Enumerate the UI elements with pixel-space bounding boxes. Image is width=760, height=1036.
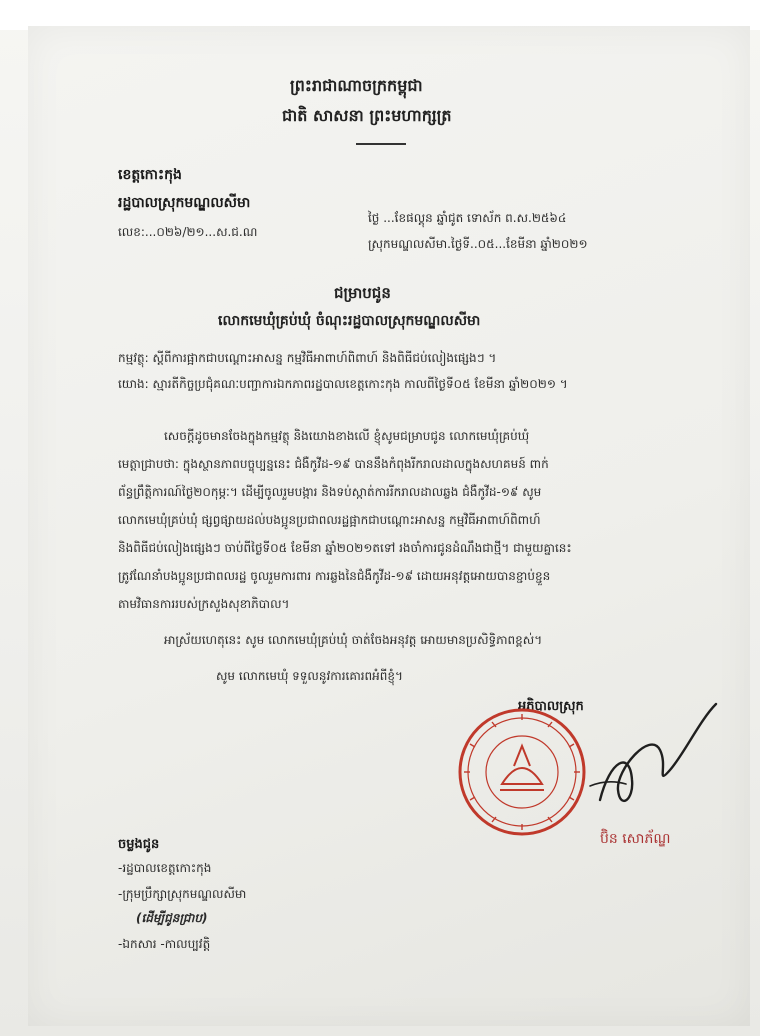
closing-line: សូម លោកមេឃុំ ទទួលនូវការគោរពអំពីខ្ញុំ។ xyxy=(216,669,403,683)
cc-item: -ឯកសារ -កាលប្បវត្តិ xyxy=(118,937,211,951)
solar-date: ស្រុកមណ្ឌលសីមា.ថ្ងៃទី..០៥...ខែមីនា ឆ្នាំ២០២១ xyxy=(368,237,588,251)
kingdom-title: ព្រះរាជាណាចក្រកម្ពុជា xyxy=(290,76,423,95)
reference-line: យោង: ស្មារតីកិច្ចប្រជុំគណៈបញ្ជាការឯកភាពរដ្ឋបាលខេត្តកោះកុង កាលពីថ្ងៃទី០៥ ខែមីនា ឆ្នាំ២០២១ ។ xyxy=(118,377,568,391)
lunar-date: ថ្ងៃ ...ខែផល្គុន ឆ្នាំជូត ទោស័ក ព.ស.២៥៦៤ xyxy=(368,211,567,225)
body-line: ព័ន្ធព្រឹត្តិការណ៍ថ្ងៃ២០កុម្ភៈ។ ដើម្បីចូលរួមបង្ការ និងទប់ស្កាត់ការរីករាលដាលឆ្លង ជំងឺកូវីដ-១៩ សូម xyxy=(118,485,542,499)
signature-icon xyxy=(560,690,720,830)
signatory-name: ប៊ិន សោភ័ណ្ឌ xyxy=(600,831,671,847)
signatory-title: អភិបាលស្រុក xyxy=(518,699,584,714)
reference-number: លេខ:...០២៦/២១...ស.ជ.ណ xyxy=(118,225,258,239)
cc-item: -រដ្ឋបាលខេត្តកោះកុង xyxy=(118,861,212,875)
body-line: អាស្រ័យហេតុនេះ សូម លោកមេឃុំគ្រប់ឃុំ ចាត់ចែងអនុវត្ត អោយមានប្រសិទ្ធិភាពខ្ពស់។ xyxy=(164,633,543,647)
sender-province: ខេត្តកោះកុង xyxy=(118,167,182,183)
notice-title: ជម្រាបជូន xyxy=(334,284,391,302)
body-line: និងពិធីជប់លៀងផ្សេងៗ ចាប់ពីថ្ងៃទី០៥ ខែមីនា ឆ្នាំ២០២១តទៅ រងចាំការជូនដំណឹងជាថ្មី។ ជាមួយគ្នានេះ xyxy=(118,541,572,555)
body-line: មេត្តាជ្រាបថា: ក្នុងស្ថានភាពបច្ចុប្បន្ននេះ ជំងឺកូវីដ-១៩ បាននឹងកំពុងរីករាលដាលក្នុងសហគមន៍ ពាក់ xyxy=(118,457,549,471)
body-line: ត្រូវណែនាំបងប្អូនប្រជាពលរដ្ឋ ចូលរួមការពារ ការឆ្លងនៃជំងឺកូវីដ-១៩ ដោយអនុវត្តអោយបានខ្ជាប់ខ្ជួន xyxy=(118,569,551,583)
sender-district: រដ្ឋបាលស្រុកមណ្ឌលសីមា xyxy=(118,195,251,211)
body-line: សេចក្តីដូចមានចែងក្នុងកម្មវត្ថុ និងយោងខាងលើ ខ្ញុំសូមជម្រាបជូន លោកមេឃុំគ្រប់ឃុំ xyxy=(164,429,530,443)
body-line: លោកមេឃុំគ្រប់ឃុំ ផ្សព្វផ្សាយដល់បងប្អូនប្រជាពលរដ្ឋផ្អាកជាបណ្តោះអាសន្ន កម្មវិធីអាពាហ៍ពិពាហ៍ xyxy=(118,513,541,527)
subject-line: កម្មវត្ថុ: ស្តីពីការផ្អាកជាបណ្តោះអាសន្ន កម្មវិធីអាពាហ៍ពិពាហ៍ និងពិធីជប់លៀងផ្សេងៗ ។ xyxy=(118,351,497,365)
cc-heading: ចម្លងជូន xyxy=(118,837,160,852)
cc-item: -ក្រុមប្រឹក្សាស្រុកមណ្ឌលសីមា xyxy=(118,887,247,901)
national-motto: ជាតិ សាសនា ព្រះមហាក្សត្រ xyxy=(282,106,452,125)
cc-note: (ដើម្បីជូនជ្រាប) xyxy=(136,911,208,925)
body-line: តាមវិធានការរបស់ក្រសួងសុខាភិបាល។ xyxy=(118,597,290,611)
notice-recipient: លោកមេឃុំគ្រប់ឃុំ ចំណុះរដ្ឋបាលស្រុកមណ្ឌលសីមា xyxy=(218,313,481,329)
header-divider xyxy=(356,143,406,145)
